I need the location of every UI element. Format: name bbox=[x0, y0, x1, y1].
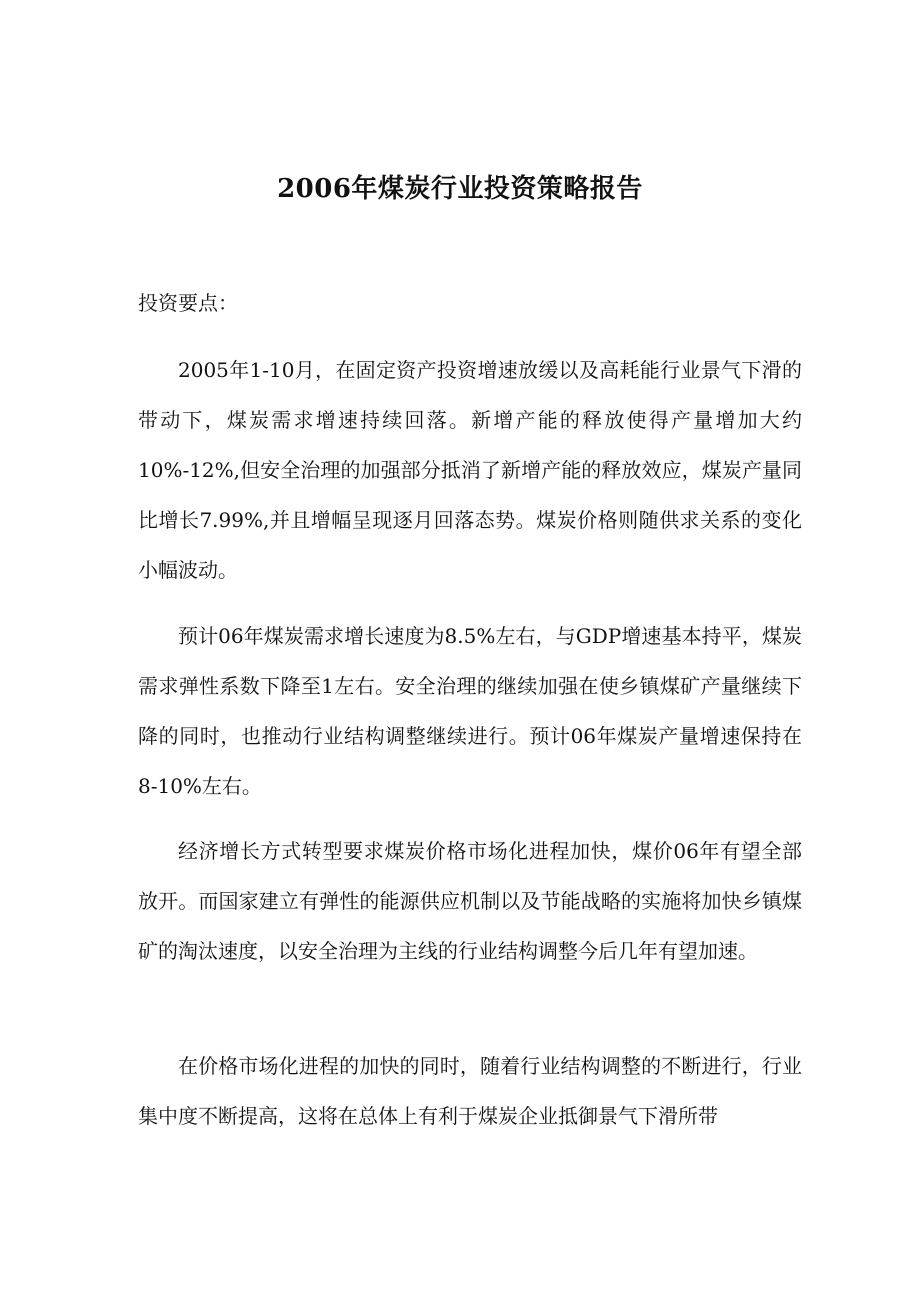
paragraph-3: 经济增长方式转型要求煤炭价格市场化进程加快，煤价06年有望全部放开。而国家建立有弹性的能源供应机制以及节能战略的实施将加快乡镇煤矿的淘汰速度，以安全治理为主线的行业结构调整今后几年有望加速。 bbox=[138, 839, 802, 963]
paragraph-4: 在价格市场化进程的加快的同时，随着行业结构调整的不断进行，行业集中度不断提高，这将在总体上有利于煤炭企业抵御景气下滑所带 bbox=[138, 1054, 802, 1128]
paragraph-2: 预计06年煤炭需求增长速度为8.5%左右，与GDP增速基本持平，煤炭需求弹性系数下降至1左右。安全治理的继续加强在使乡镇煤矿产量继续下降的同时，也推动行业结构调整继续进行。预计06年煤炭产量增速保持在8-10%左右。 bbox=[138, 624, 802, 798]
section-heading: 投资要点： bbox=[138, 291, 238, 315]
document-title: 2006年煤炭行业投资策略报告 bbox=[277, 174, 643, 204]
paragraph-1: 2005年1-10月，在固定资产投资增速放缓以及高耗能行业景气下滑的带动下，煤炭需求增速持续回落。新增产能的释放使得产量增加大约10%-12%,但安全治理的加强部分抵消了新增产能的释放效应，煤炭产量同比增长7.99%,并且增幅呈现逐月回落态势。煤炭价格则随供求关系的变化小幅波动。 bbox=[138, 358, 802, 582]
